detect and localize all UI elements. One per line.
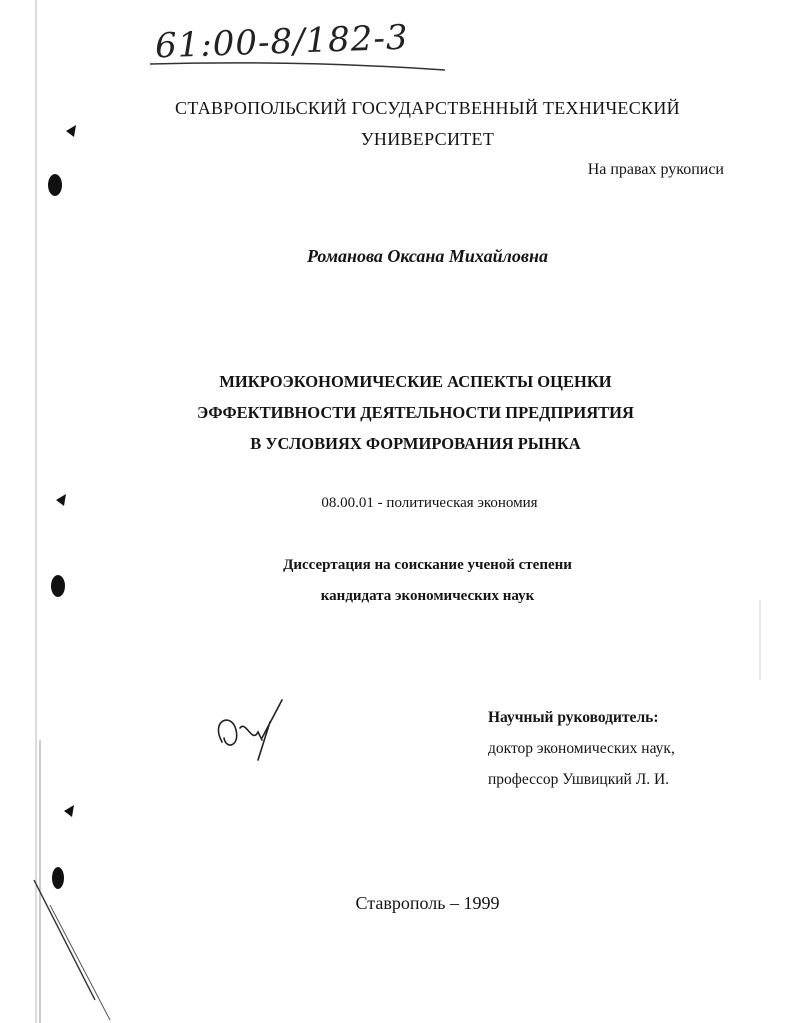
thesis-title-line1: МИКРОЭКОНОМИЧЕСКИЕ АСПЕКТЫ ОЦЕНКИ: [219, 372, 612, 391]
university-name-line1: СТАВРОПОЛЬСКИЙ ГОСУДАРСТВЕННЫЙ ТЕХНИЧЕСКИЙ: [175, 98, 680, 118]
thesis-title-line3: В УСЛОВИЯХ ФОРМИРОВАНИЯ РЫНКА: [250, 434, 581, 453]
punch-hole: [52, 867, 64, 889]
thesis-title-line2: ЭФФЕКТИВНОСТИ ДЕЯТЕЛЬНОСТИ ПРЕДПРИЯТИЯ: [197, 403, 634, 422]
degree-statement-line1: Диссертация на соискание ученой степени: [283, 557, 572, 573]
supervisor-degree: доктор экономических наук,: [488, 740, 675, 757]
degree-statement-line2: кандидата экономических наук: [320, 588, 535, 604]
author-name: Романова Оксана Михайловна: [307, 246, 548, 266]
manuscript-rights-note: На правах рукописи: [587, 161, 724, 178]
punch-hole: [48, 174, 62, 196]
handwritten-signature: [218, 700, 282, 760]
specialty-code: 08.00.01 - политическая экономия: [321, 495, 538, 511]
supervisor-heading: Научный руководитель:: [488, 709, 659, 726]
handwritten-archive-code: 61:00-8/182-3: [154, 17, 410, 67]
diagonal-scan-line: [50, 905, 110, 1020]
supervisor-name: профессор Ушвицкий Л. И.: [488, 771, 670, 788]
city-and-year: Ставрополь – 1999: [355, 893, 500, 913]
university-name-line2: УНИВЕРСИТЕТ: [360, 129, 495, 149]
arrow-mark: [64, 805, 74, 817]
